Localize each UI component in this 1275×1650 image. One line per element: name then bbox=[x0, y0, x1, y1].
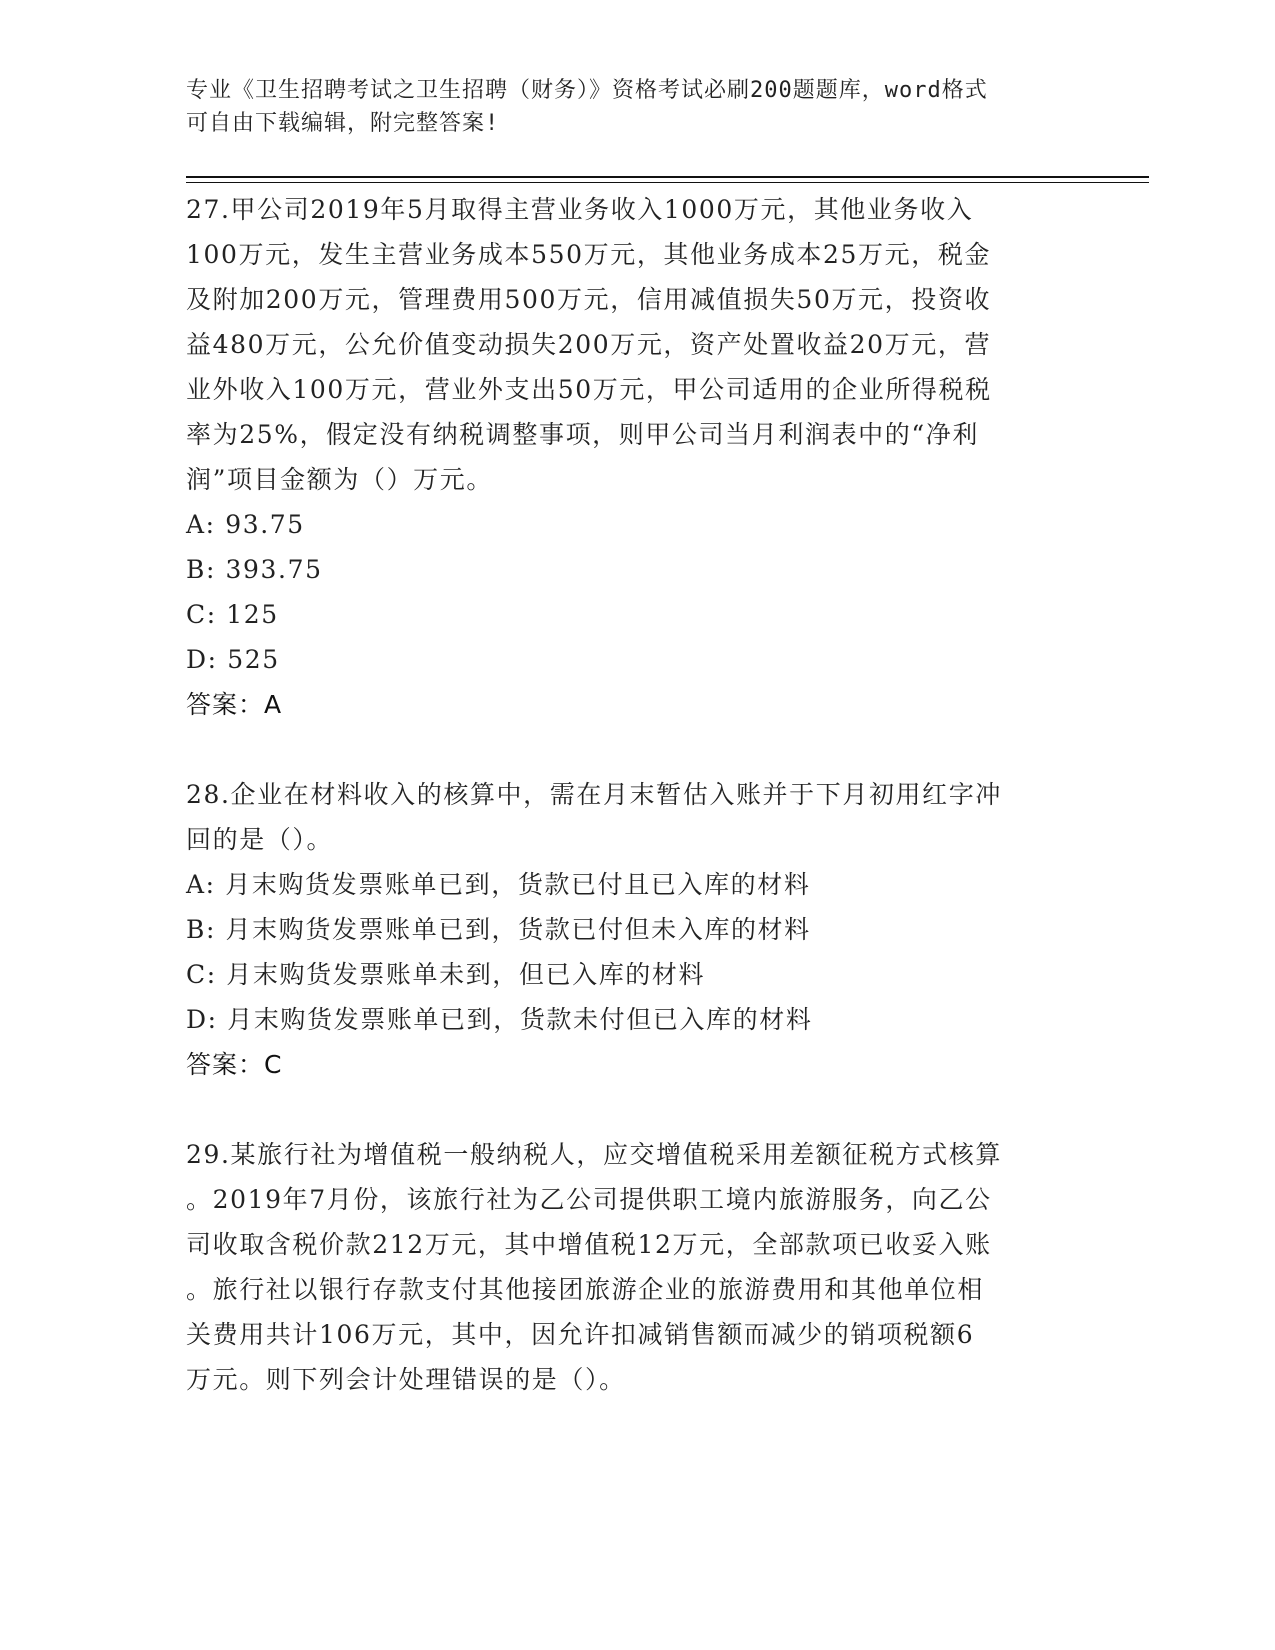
header-line-1: 专业《卫生招聘考试之卫生招聘（财务）》资格考试必刷200题题库，word格式 bbox=[186, 78, 988, 103]
option-a: A: 月末购货发票账单已到，货款已付且已入库的材料 bbox=[186, 870, 811, 899]
question-stem bbox=[186, 187, 1086, 502]
option-b: B: 月末购货发票账单已到，货款已付但未入库的材料 bbox=[186, 915, 811, 944]
question-spacer bbox=[186, 1087, 1086, 1132]
stem-line: 业外收入100万元，营业外支出50万元，甲公司适用的企业所得税税 bbox=[186, 375, 992, 404]
stem-line: 100万元，发生主营业务成本550万元，其他业务成本25万元，税金 bbox=[186, 240, 992, 269]
stem-line: 关费用共计106万元，其中，因允许扣减销售额而减少的销项税额6 bbox=[186, 1320, 975, 1349]
option-c: C: 125 bbox=[186, 600, 279, 629]
stem-line: 回的是（）。 bbox=[186, 825, 334, 854]
stem-line: 润”项目金额为（）万元。 bbox=[186, 465, 493, 494]
stem-line: 28.企业在材料收入的核算中，需在月末暂估入账并于下月初用红字冲 bbox=[186, 780, 1002, 809]
stem-line: 司收取含税价款212万元，其中增值税12万元，全部款项已收妥入账 bbox=[186, 1230, 992, 1259]
answer-label: 答案：A bbox=[186, 690, 283, 719]
option-d: D: 月末购货发票账单已到，货款未付但已入库的材料 bbox=[186, 1005, 813, 1034]
stem-line: 及附加200万元，管理费用500万元，信用减值损失50万元，投资收 bbox=[186, 285, 992, 314]
question-list bbox=[186, 187, 1086, 1402]
question-stem bbox=[186, 772, 1086, 862]
option-d: D: 525 bbox=[186, 645, 280, 674]
question-spacer bbox=[186, 727, 1086, 772]
question-stem bbox=[186, 1132, 1086, 1402]
answer-label: 答案：C bbox=[186, 1050, 283, 1079]
stem-line: 27.甲公司2019年5月取得主营业务收入1000万元，其他业务收入 bbox=[186, 195, 974, 224]
stem-line: 率为25%，假定没有纳税调整事项，则甲公司当月利润表中的“净利 bbox=[186, 420, 979, 449]
stem-line: 。2019年7月份，该旅行社为乙公司提供职工境内旅游服务，向乙公 bbox=[186, 1185, 992, 1214]
option-a: A: 93.75 bbox=[186, 510, 305, 539]
document-header bbox=[186, 74, 1066, 140]
stem-line: 。旅行社以银行存款支付其他接团旅游企业的旅游费用和其他单位相 bbox=[186, 1275, 985, 1304]
option-c: C: 月末购货发票账单未到，但已入库的材料 bbox=[186, 960, 706, 989]
header-divider-thin bbox=[186, 182, 1149, 183]
question-29 bbox=[186, 1132, 1086, 1402]
header-divider-thick bbox=[186, 176, 1149, 178]
option-b: B: 393.75 bbox=[186, 555, 323, 584]
stem-line: 万元。则下列会计处理错误的是（）。 bbox=[186, 1365, 626, 1394]
question-27 bbox=[186, 187, 1086, 727]
stem-line: 29.某旅行社为增值税一般纳税人，应交增值税采用差额征税方式核算 bbox=[186, 1140, 1002, 1169]
question-28 bbox=[186, 772, 1086, 1087]
stem-line: 益480万元，公允价值变动损失200万元，资产处置收益20万元，营 bbox=[186, 330, 992, 359]
header-line-2: 可自由下载编辑，附完整答案! bbox=[186, 111, 500, 136]
